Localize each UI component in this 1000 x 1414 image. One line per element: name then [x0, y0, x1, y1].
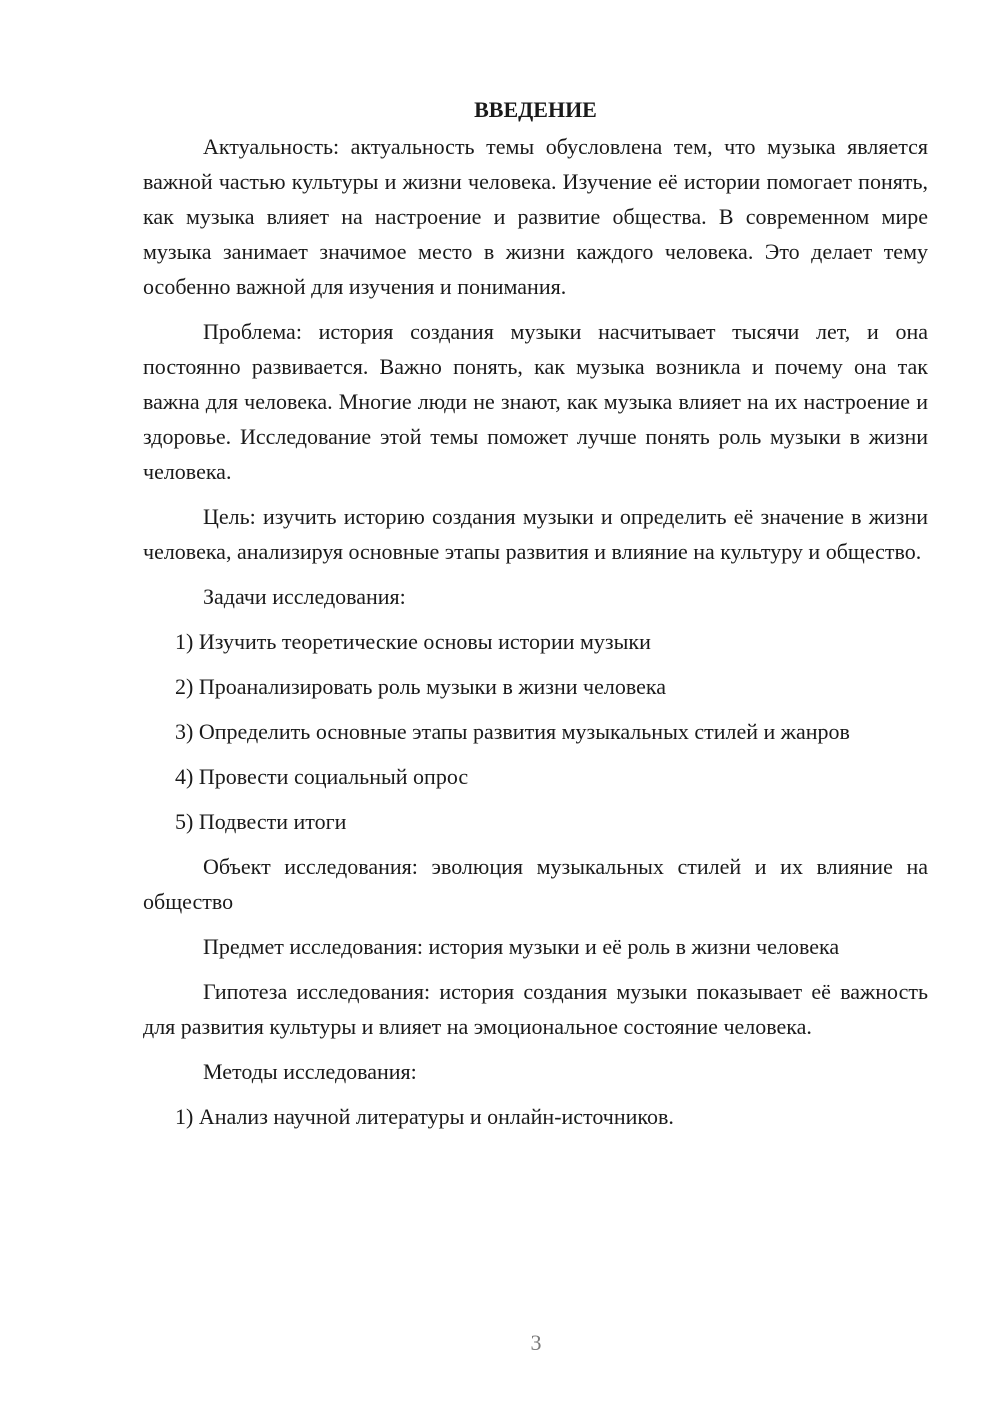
object-paragraph: Объект исследования: эволюция музыкальных стилей и их влияние на общество [143, 854, 928, 914]
task-item-5: 5) Подвести итоги [175, 809, 347, 834]
task-item-1: 1) Изучить теоретические основы истории музыки [175, 629, 651, 654]
page-number: 3 [530, 1330, 542, 1355]
problem-paragraph: Проблема: история создания музыки насчитывает тысячи лет, и она постоянно развивается. Важно понять, как музыка возникла и почему она так важна для человека. Многие люди не знают, как музыка влияет на их настроение и здоровье. Исследование этой темы поможет лучше понять роль музыки в жизни человека. [143, 319, 928, 484]
goal-paragraph: Цель: изучить историю создания музыки и определить её значение в жизни человека, анализируя основные этапы развития и влияние на культуру и общество. [143, 504, 928, 564]
task-item-2: 2) Проанализировать роль музыки в жизни человека [175, 674, 666, 699]
section-title: ВВЕДЕНИЕ [474, 97, 597, 122]
method-item-1: 1) Анализ научной литературы и онлайн-источников. [175, 1104, 674, 1129]
subject-paragraph: Предмет исследования: история музыки и её роль в жизни человека [203, 934, 840, 959]
hypothesis-paragraph: Гипотеза исследования: история создания музыки показывает её важность для развития культуры и влияет на эмоциональное состояние человека. [143, 979, 928, 1039]
relevance-paragraph: Актуальность: актуальность темы обусловлена тем, что музыка является важной частью культуры и жизни человека. Изучение её истории помогает понять, как музыка влияет на настроение и развитие общества. В современном мире музыка занимает значимое место в жизни каждого человека. Это делает тему особенно важной для изучения и понимания. [143, 134, 928, 299]
task-item-3: 3) Определить основные этапы развития музыкальных стилей и жанров [175, 719, 850, 744]
task-item-4: 4) Провести социальный опрос [175, 764, 469, 789]
page-content [143, 92, 928, 1144]
methods-heading: Методы исследования: [203, 1059, 417, 1084]
tasks-heading: Задачи исследования: [203, 584, 406, 609]
